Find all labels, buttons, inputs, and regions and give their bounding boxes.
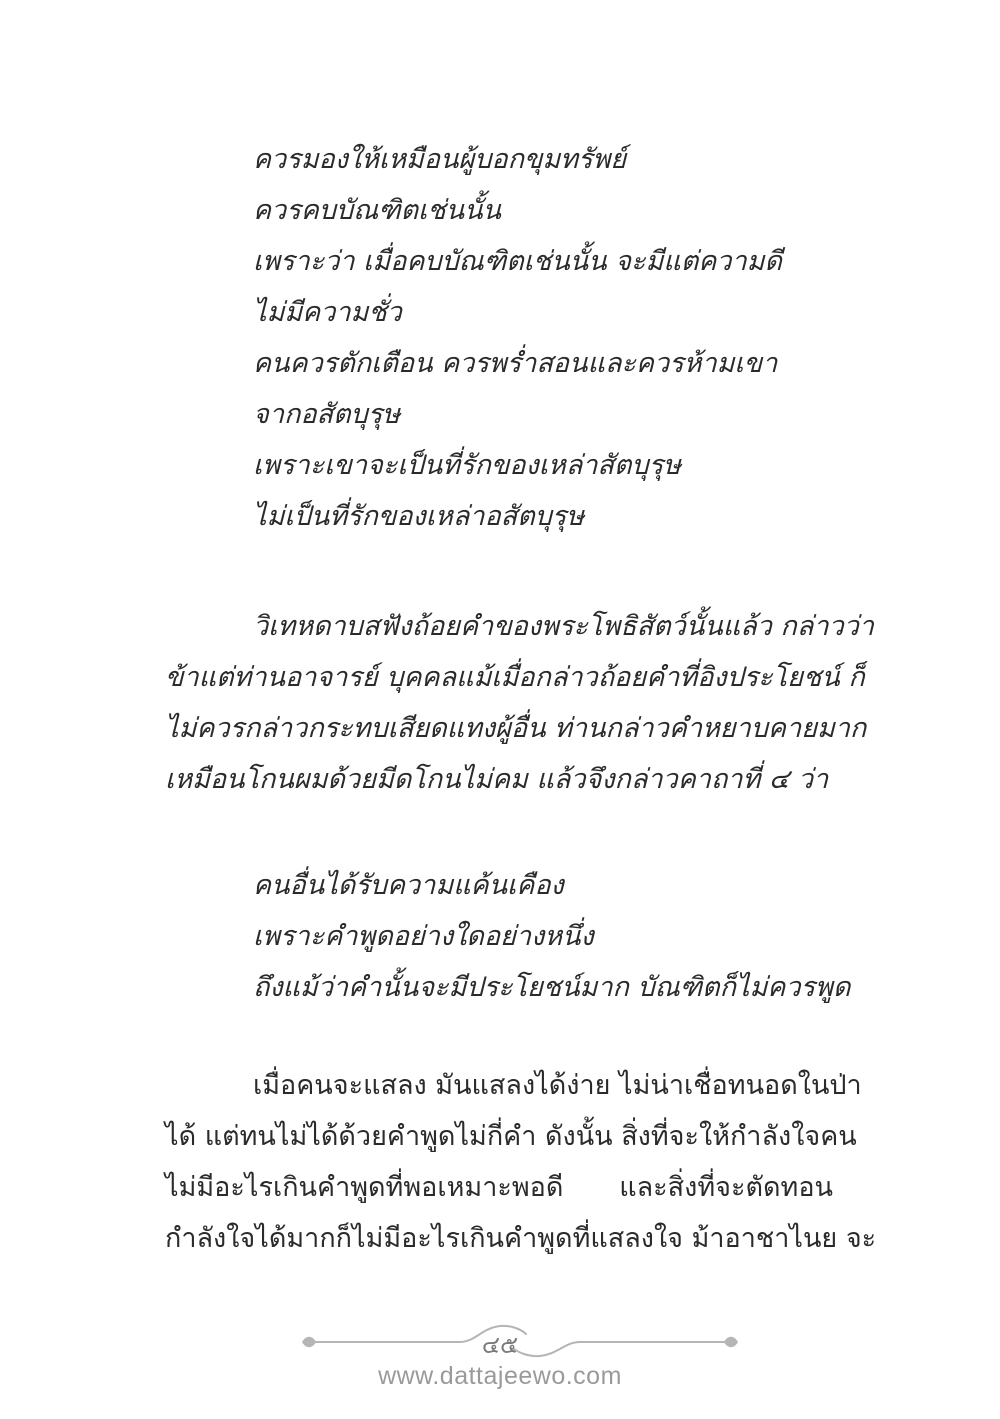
verse-line: เพราะว่า เมื่อคบบัณฑิตเช่นนั้น จะมีแต่ความดี [253,246,782,277]
verse-line: จากอสัตบุรุษ [253,399,400,430]
paragraph-1 [165,601,874,805]
verse-line: ไม่เป็นที่รักของเหล่าอสัตบุรุษ [253,501,585,532]
website-url: www.dattajeewo.com [378,1362,622,1390]
verse-line: คนอื่นได้รับความแค้นเคือง [253,870,564,901]
paragraph-line: กำลังใจได้มากก็ไม่มีอะไรเกินคำพูดที่แสลงใจ ม้าอาชาไนย จะ [165,1223,877,1254]
page-number: ๔๕ [481,1331,519,1359]
paragraph-line: เหมือนโกนผมด้วยมีดโกนไม่คม แล้วจึงกล่าวคาถาที่ ๔ ว่า [165,764,829,795]
page-footer [0,1322,1000,1419]
verse-block-2 [253,860,893,1013]
paragraph-line: ข้าแต่ท่านอาจารย์ บุคคลแม้เมื่อกล่าวถ้อยคำที่อิงประโยชน์ ก็ [165,662,865,693]
verse-line: ควรมองให้เหมือนผู้บอกขุมทรัพย์ [253,144,627,175]
paragraph-line: ได้ แต่ทนไม่ได้ด้วยคำพูดไม่กี่คำ ดังนั้น สิ่งที่จะให้กำลังใจคน [165,1121,857,1152]
paragraph-line: เมื่อคนจะแสลง มันแสลงได้ง่าย ไม่น่าเชื่อทนอดในป่า [253,1070,862,1101]
verse-block-1 [253,134,893,542]
verse-line: เพราะคำพูดอย่างใดอย่างหนึ่ง [253,921,594,952]
paragraph-line: วิเทหดาบสฟังถ้อยคำของพระโพธิสัตว์นั้นแล้ว กล่าวว่า [253,611,874,642]
verse-line: ไม่มีความชั่ว [253,297,402,328]
paragraph-line: ไม่มีอะไรเกินคำพูดที่พอเหมาะพอดี และสิ่งที่จะตัดทอน [165,1172,833,1203]
verse-line: ควรคบบัณฑิตเช่นนั้น [253,195,501,226]
verse-line: ถึงแม้ว่าคำนั้นจะมีประโยชน์มาก บัณฑิตก็ไม่ควรพูด [253,972,851,1003]
verse-line: เพราะเขาจะเป็นที่รักของเหล่าสัตบุรุษ [253,450,681,481]
paragraph-line: ไม่ควรกล่าวกระทบเสียดแทงผู้อื่น ท่านกล่าวคำหยาบคายมาก [165,713,867,744]
paragraph-2 [165,1060,877,1264]
verse-line: คนควรตักเตือน ควรพร่ำสอนและควรห้ามเขา [253,348,778,379]
